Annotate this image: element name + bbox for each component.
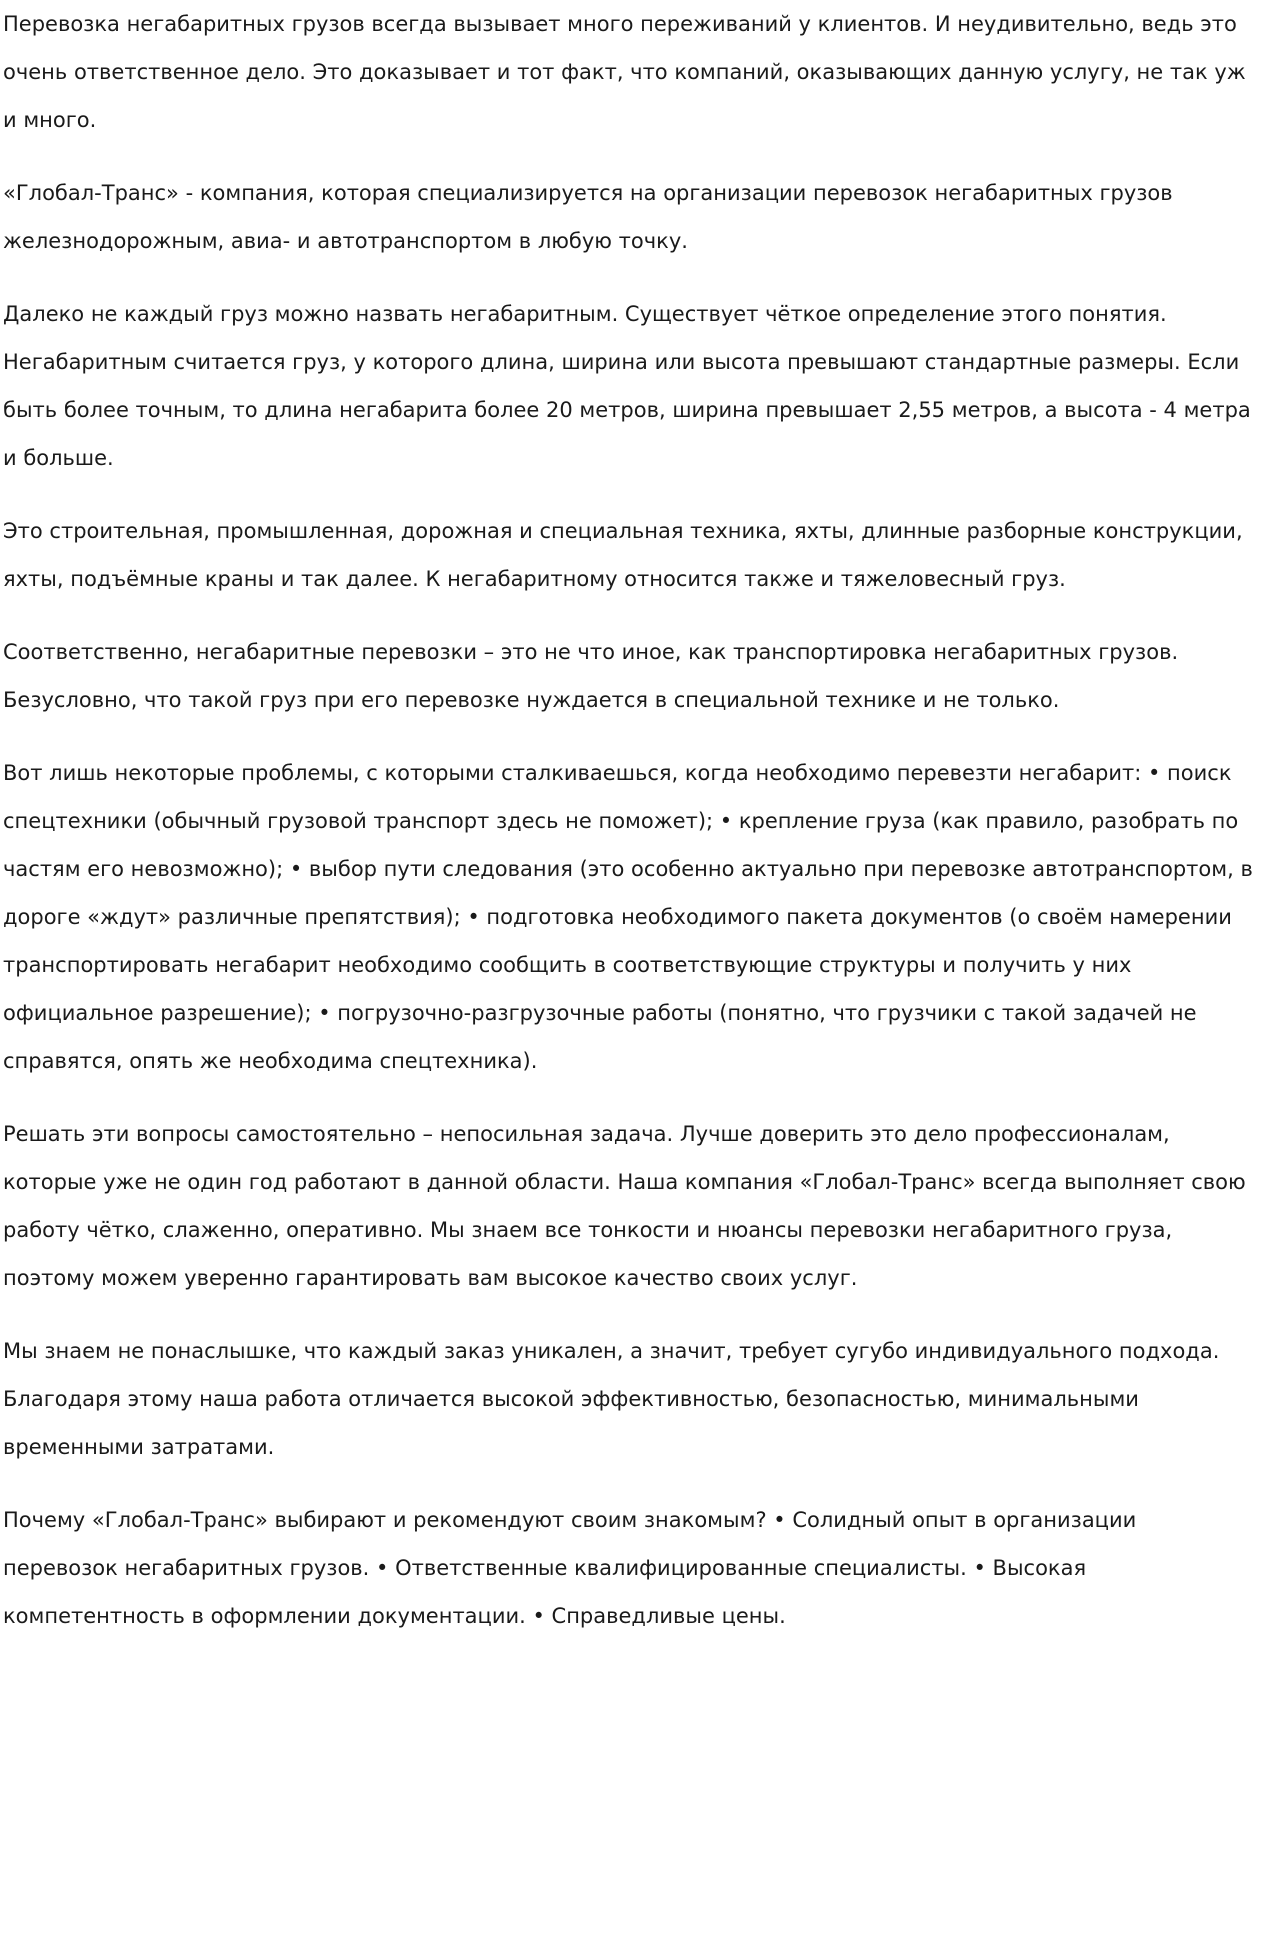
paragraph: Это строительная, промышленная, дорожная и специальная техника, яхты, длинные разборные конструкции, яхты, подъёмные краны и так далее. К негабаритному относится также и тяжеловесный груз. — [3, 519, 1243, 591]
document-body — [3, 0, 1255, 1640]
paragraph: «Глобал-Транс» - компания, которая специализируется на организации перевозок негабаритных грузов железнодорожным, авиа- и автотранспортом в любую точку. — [3, 181, 1173, 253]
paragraph: Перевозка негабаритных грузов всегда вызывает много переживаний у клиентов. И неудивительно, ведь это очень ответственное дело. Это доказывает и тот факт, что компаний, оказывающих данную услугу, не так уж и много. — [3, 12, 1246, 132]
paragraph: Почему «Глобал-Транс» выбирают и рекомендуют своим знакомым? • Солидный опыт в организации перевозок негабаритных грузов. • Ответственные квалифицированные специалисты. • Высокая компетентность в оформлении документации. • Справедливые цены. — [3, 1508, 1137, 1628]
paragraph: Далеко не каждый груз можно назвать негабаритным. Существует чёткое определение этого понятия. Негабаритным считается груз, у которого длина, ширина или высота превышают стандартные размеры. Если быть более точным, то длина негабарита более 20 метров, ширина превышает 2,55 метров, а высота - 4 метра и больше. — [3, 302, 1251, 470]
paragraph: Соответственно, негабаритные перевозки – это не что иное, как транспортировка негабаритных грузов. Безусловно, что такой груз при его перевозке нуждается в специальной технике и не только. — [3, 640, 1179, 712]
paragraph: Вот лишь некоторые проблемы, с которыми сталкиваешься, когда необходимо перевезти негабарит: • поиск спецтехники (обычный грузовой транспорт здесь не поможет); • крепление груза (как правило, разобрать по частям его невозможно); • выбор пути следования (это особенно актуально при перевозке автотранспортом, в дороге «ждут» различные препятствия); • подготовка необходимого пакета документов (о своём намерении транспортировать негабарит необходимо сообщить в соответствующие структуры и получить у них официальное разрешение); • погрузочно-разгрузочные работы (понятно, что грузчики с такой задачей не справятся, опять же необходима спецтехника). — [3, 761, 1253, 1073]
paragraph: Мы знаем не понаслышке, что каждый заказ уникален, а значит, требует сугубо индивидуального подхода. Благодаря этому наша работа отличается высокой эффективностью, безопасностью, минимальными временными затратами. — [3, 1339, 1220, 1459]
paragraph: Решать эти вопросы самостоятельно – непосильная задача. Лучше доверить это дело профессионалам, которые уже не один год работают в данной области. Наша компания «Глобал-Транс» всегда выполняет свою работу чётко, слаженно, оперативно. Мы знаем все тонкости и нюансы перевозки негабаритного груза, поэтому можем уверенно гарантировать вам высокое качество своих услуг. — [3, 1122, 1246, 1290]
